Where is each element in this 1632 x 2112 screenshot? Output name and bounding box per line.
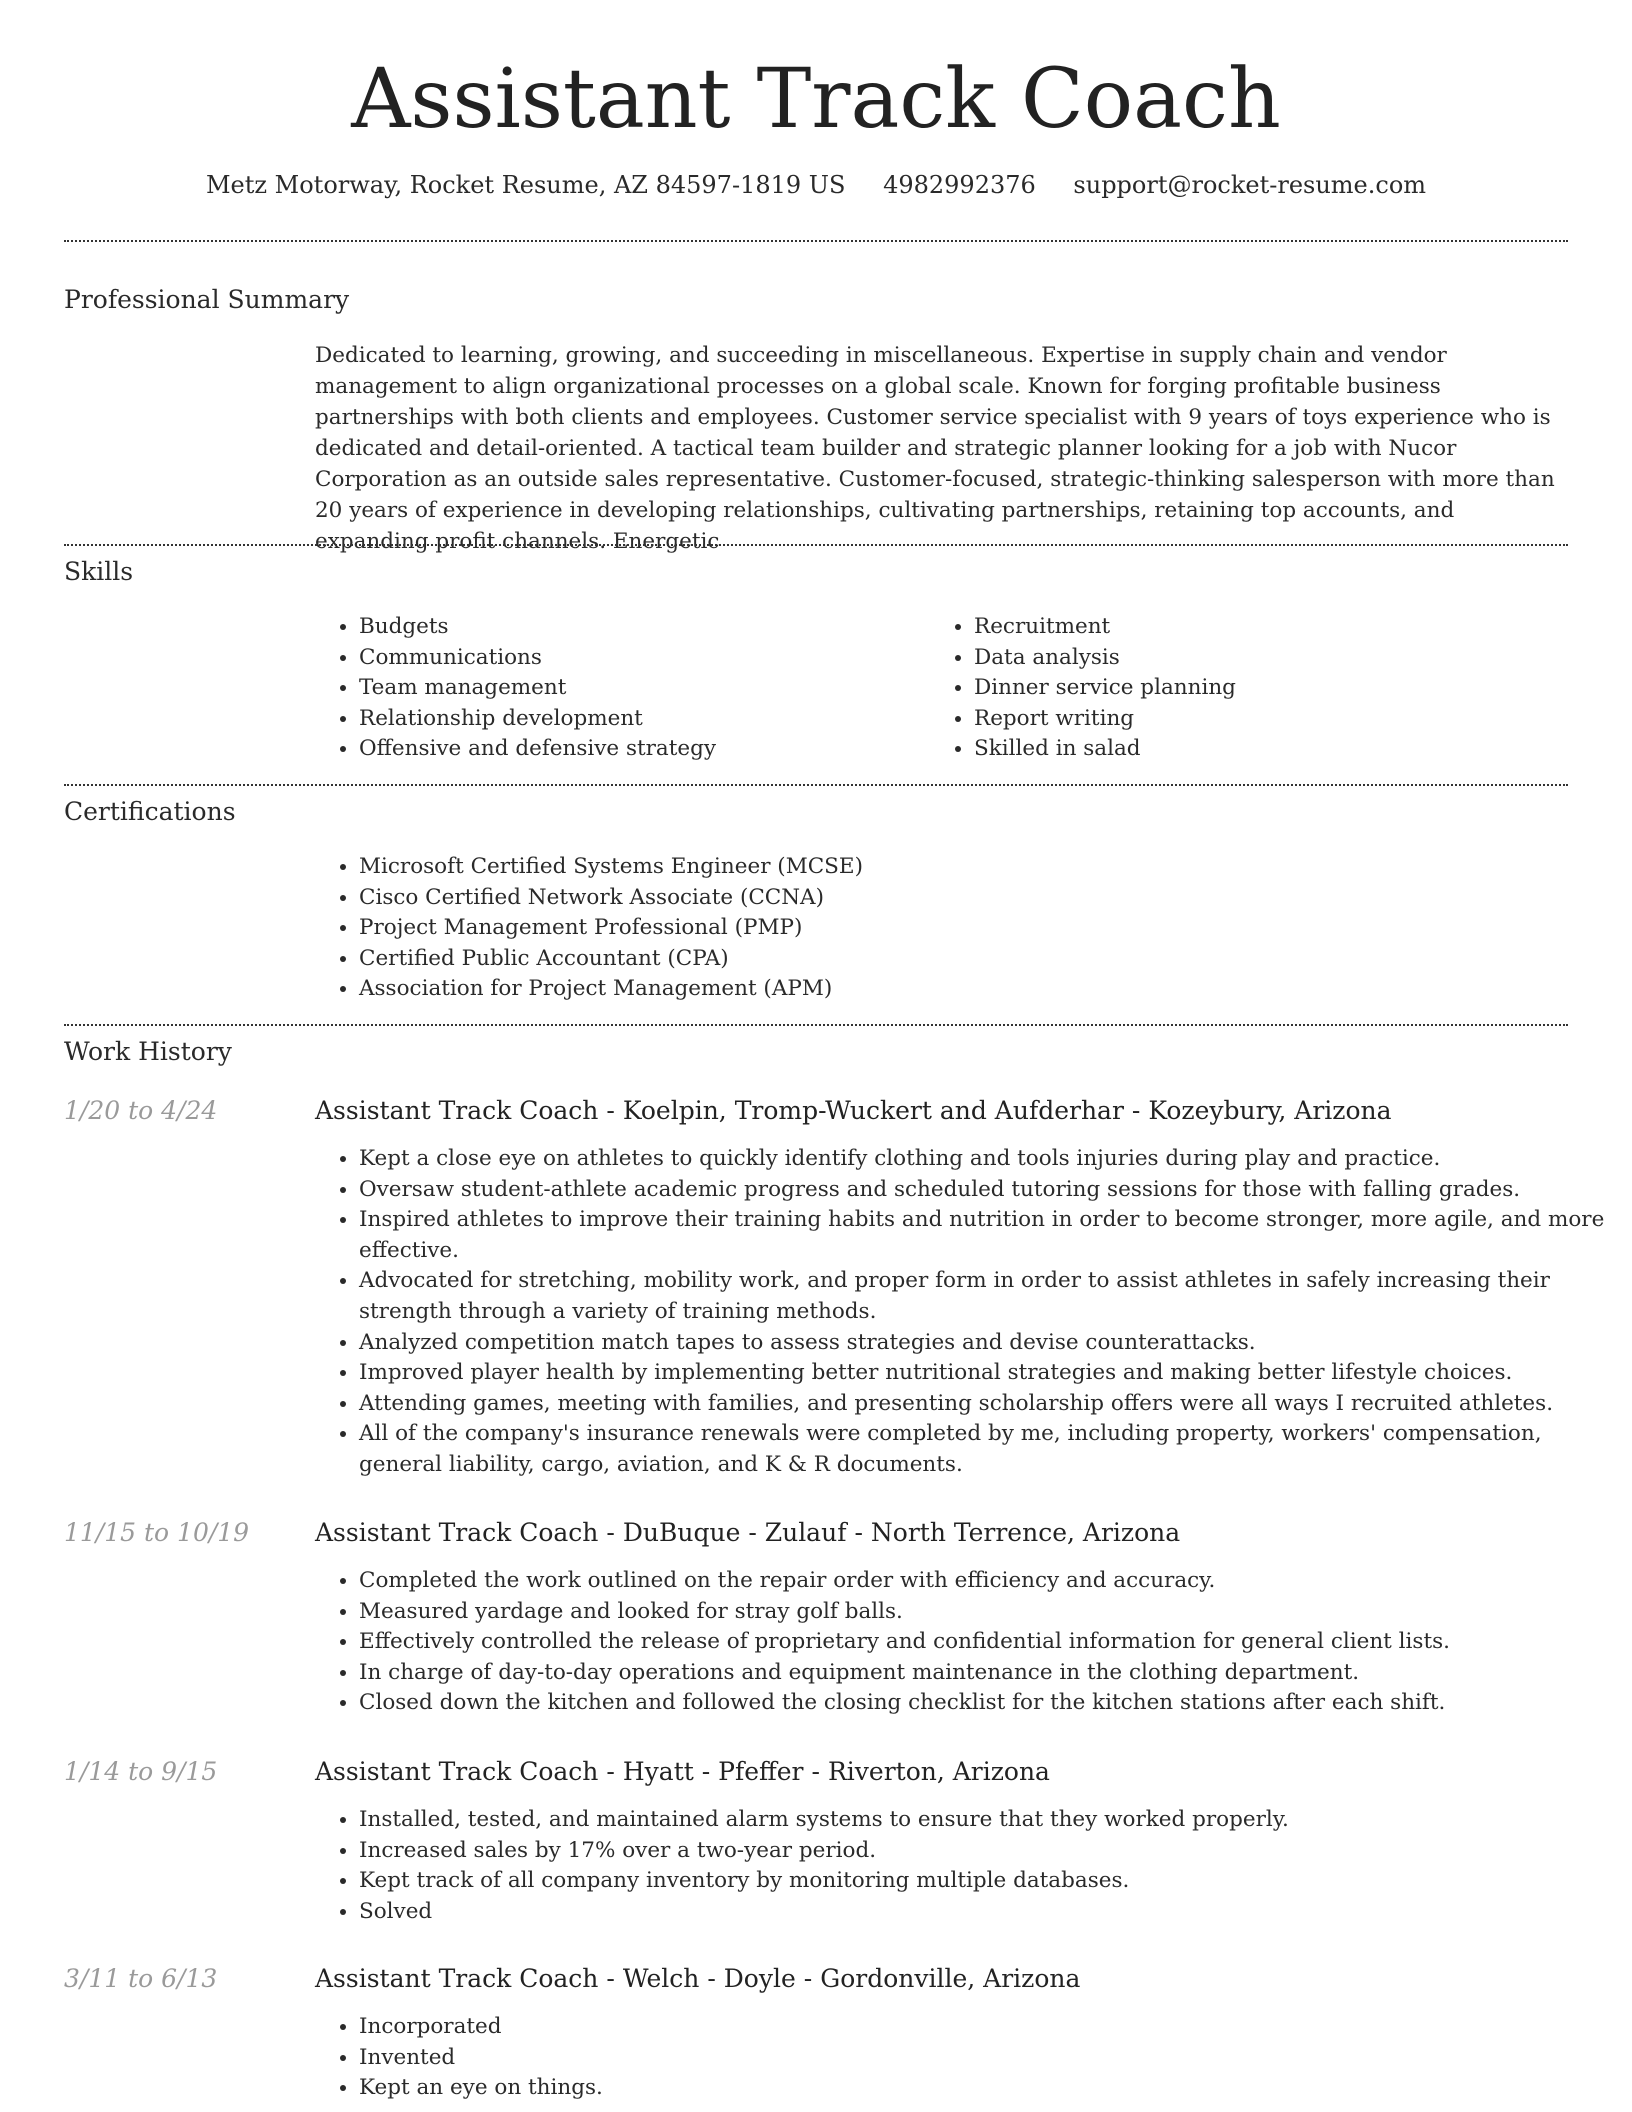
certifications-heading: Certifications <box>64 797 236 826</box>
work-history-heading: Work History <box>64 1037 232 1066</box>
job-role: Assistant Track Coach <box>315 1964 599 1993</box>
job-bullet: • Inspired athletes to improve their training habits and nutrition in order to become stronger, more agile, and more effective. <box>359 1205 1612 1266</box>
certifications-list <box>315 852 1559 1005</box>
certification-item: • Project Management Professional (PMP) <box>359 913 1559 944</box>
skill-item: • Skilled in salad <box>974 734 1574 765</box>
job-title: Assistant Track Coach - Hyatt - Pfeffer - Riverton, Arizona <box>315 1757 1050 1786</box>
contact-email: support@rocket-resume.com <box>1073 171 1427 199</box>
resume-name-heading: Assistant Track Coach <box>351 52 1281 147</box>
skills-list-left <box>315 612 919 765</box>
section-divider <box>64 240 1568 242</box>
skills-heading: Skills <box>64 557 134 586</box>
section-divider <box>64 1024 1568 1026</box>
section-divider <box>64 784 1568 786</box>
job-location: Gordonville, Arizona <box>820 1964 1081 1993</box>
job-bullet: • Analyzed competition match tapes to assess strategies and devise counterattacks. <box>359 1328 1612 1359</box>
contact-address: Metz Motorway, Rocket Resume, AZ 84597-1819 US <box>205 171 846 199</box>
job-bullet: • Solved <box>359 1897 1612 1928</box>
job-company: Koelpin, Tromp-Wuckert and Aufderhar <box>622 1096 1124 1125</box>
job-bullet: • Closed down the kitchen and followed the closing checklist for the kitchen stations after each shift. <box>359 1688 1612 1719</box>
job-bullet: • Installed, tested, and maintained alarm systems to ensure that they worked properly. <box>359 1805 1612 1836</box>
section-divider <box>64 544 1568 546</box>
skill-item: • Offensive and defensive strategy <box>359 734 919 765</box>
job-dates: 1/20 to 4/24 <box>64 1096 218 1125</box>
job-title: Assistant Track Coach - DuBuque - Zulauf - North Terrence, Arizona <box>315 1518 1181 1547</box>
job-dates: 3/11 to 6/13 <box>64 1964 218 1993</box>
job-location: North Terrence, Arizona <box>870 1518 1181 1547</box>
skill-item: • Dinner service planning <box>974 673 1574 704</box>
job-bullet: • Advocated for stretching, mobility work, and proper form in order to assist athletes in safely increasing their strength through a variety of training methods. <box>359 1266 1612 1327</box>
job-dates: 1/14 to 9/15 <box>64 1757 218 1786</box>
job-bullet: • Effectively controlled the release of proprietary and confidential information for general client lists. <box>359 1627 1612 1658</box>
job-bullet: • Kept a close eye on athletes to quickly identify clothing and tools injuries during play and practice. <box>359 1144 1612 1175</box>
job-role: Assistant Track Coach <box>315 1518 599 1547</box>
job-company: DuBuque - Zulauf <box>622 1518 847 1547</box>
job-role: Assistant Track Coach <box>315 1096 599 1125</box>
job-bullet: • Invented <box>359 2043 1612 2074</box>
skill-item: • Team management <box>359 673 919 704</box>
job-bullet: • Increased sales by 17% over a two-year period. <box>359 1836 1612 1867</box>
summary-heading: Professional Summary <box>64 285 350 314</box>
contact-phone: 4982992376 <box>883 171 1036 199</box>
job-bullet: • Measured yardage and looked for stray golf balls. <box>359 1597 1612 1628</box>
job-bullets <box>315 2012 1612 2104</box>
job-bullet: • All of the company's insurance renewals were completed by me, including property, workers' compensation, general liability, cargo, aviation, and K & R documents. <box>359 1419 1612 1480</box>
job-bullet: • Completed the work outlined on the repair order with efficiency and accuracy. <box>359 1566 1612 1597</box>
contact-line <box>0 170 1632 200</box>
skill-item: • Relationship development <box>359 704 919 735</box>
job-company: Hyatt - Pfeffer <box>622 1757 804 1786</box>
job-bullet: • Kept track of all company inventory by monitoring multiple databases. <box>359 1866 1612 1897</box>
skills-list-right <box>930 612 1574 765</box>
skill-item: • Budgets <box>359 612 919 643</box>
job-bullets <box>315 1566 1612 1719</box>
job-location: Riverton, Arizona <box>827 1757 1050 1786</box>
job-bullet: • Attending games, meeting with families, and presenting scholarship offers were all ways I recruited athletes. <box>359 1389 1612 1420</box>
certification-item: • Certified Public Accountant (CPA) <box>359 944 1559 975</box>
job-company: Welch - Doyle <box>622 1964 796 1993</box>
job-bullets <box>315 1805 1612 1927</box>
certification-item: • Cisco Certified Network Associate (CCNA) <box>359 883 1559 914</box>
job-title: Assistant Track Coach - Welch - Doyle - Gordonville, Arizona <box>315 1964 1081 1993</box>
job-title: Assistant Track Coach - Koelpin, Tromp-Wuckert and Aufderhar - Kozeybury, Arizona <box>315 1096 1392 1125</box>
skill-item: • Recruitment <box>974 612 1574 643</box>
job-location: Kozeybury, Arizona <box>1148 1096 1392 1125</box>
job-bullet: • Improved player health by implementing better nutritional strategies and making better lifestyle choices. <box>359 1358 1612 1389</box>
skill-item: • Report writing <box>974 704 1574 735</box>
certification-item: • Microsoft Certified Systems Engineer (MCSE) <box>359 852 1559 883</box>
skill-item: • Data analysis <box>974 643 1574 674</box>
job-bullet: • Oversaw student-athlete academic progress and scheduled tutoring sessions for those with falling grades. <box>359 1175 1612 1206</box>
job-bullet: • Kept an eye on things. <box>359 2073 1612 2104</box>
certification-item: • Association for Project Management (APM) <box>359 974 1559 1005</box>
skill-item: • Communications <box>359 643 919 674</box>
job-role: Assistant Track Coach <box>315 1757 599 1786</box>
summary-text: Dedicated to learning, growing, and succeeding in miscellaneous. Expertise in supply chain and vendor management to align organizational processes on a global scale. Known for forging profitable business partnerships with both clients and employees. Customer service specialist with 9 years of toys experience who is dedicated and detail-oriented. A tactical team builder and strategic planner looking for a job with Nucor Corporation as an outside sales representative. Customer-focused, strategic-thinking salesperson with more than 20 years of experience in developing relationships, cultivating partnerships, retaining top accounts, and expanding profit channels. Energetic <box>315 343 1555 554</box>
job-bullets <box>315 1144 1612 1481</box>
job-bullet: • Incorporated <box>359 2012 1612 2043</box>
job-dates: 11/15 to 10/19 <box>64 1518 250 1547</box>
job-bullet: • In charge of day-to-day operations and equipment maintenance in the clothing department. <box>359 1658 1612 1689</box>
